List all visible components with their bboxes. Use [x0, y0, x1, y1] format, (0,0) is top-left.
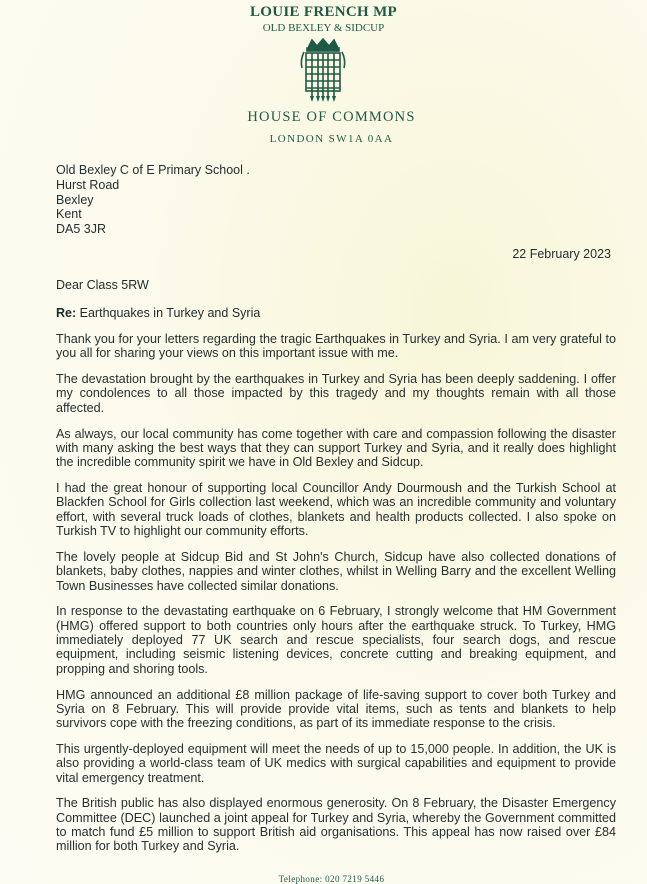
footer-telephone: Telephone: 020 7219 5446	[278, 874, 385, 884]
letter-date: 22 February 2023	[512, 247, 611, 261]
subject-text: Earthquakes in Turkey and Syria	[79, 306, 261, 320]
body-paragraph: The British public has also displayed enormous generosity. On 8 February, the Disaster Emergency Committee (DEC) launched a joint appeal for Turkey and Syria, whereby the Government committed to match fund £5 million to support British aid organisations. This appeal has now raised over £84 million for both Turkey and Syria.	[56, 796, 616, 854]
body-paragraph: In response to the devastating earthquake on 6 February, I strongly welcome that HM Government (HMG) offered support to both countries only hours after the earthquake struck. To Turkey, HMG immediately deployed 77 UK search and rescue specialists, four search dogs, and rescue equipment, including seismic listening devices, concrete cutting and breaking equipment, and propping and shoring tools.	[56, 604, 616, 676]
body-paragraph: This urgently-deployed equipment will meet the needs of up to 15,000 people. In addition, the UK is also providing a world-class team of UK medics with surgical capabilities and equipment to provide vital emergency treatment.	[56, 741, 616, 785]
body-paragraph: HMG announced an additional £8 million package of life-saving support to cover both Turkey and Syria on 8 February. This will provide provide vital items, such as tents and blankets to help survivors cope with the freezing conditions, as part of its immediate response to the crisis.	[56, 687, 616, 731]
body-paragraph: As always, our local community has come together with care and compassion following the disaster with many asking the best ways that they can support Turkey and Syria, and it really does highlight the incredible community spirit we have in Old Bexley and Sidcup.	[56, 426, 616, 470]
body-paragraph: The devastation brought by the earthquakes in Turkey and Syria has been deeply saddening. I offer my condolences to all those impacted by this tragedy and my thoughts remain with all those affected.	[56, 372, 616, 415]
portcullis-icon	[298, 38, 348, 104]
subject-line	[56, 306, 260, 320]
constituency: OLD BEXLEY & SIDCUP	[262, 22, 385, 34]
letter-body	[56, 332, 616, 865]
recipient-line: DA5 3JR	[56, 222, 107, 237]
mp-name: LOUIE FRENCH MP	[250, 4, 397, 20]
recipient-line: Bexley	[56, 192, 94, 207]
house-of-commons: HOUSE OF COMMONS	[247, 109, 416, 125]
body-paragraph: I had the great honour of supporting local Councillor Andy Dourmoush and the Turkish School at Blackfen School for Girls collection last weekend, which was an incredible community and voluntary effort, with several truck loads of clothes, blankets and health products collected. I also spoke on Turkish TV to highlight our community efforts.	[56, 481, 616, 539]
recipient-address	[56, 163, 250, 237]
body-paragraph: The lovely people at Sidcup Bid and St John's Church, Sidcup have also collected donations of blankets, baby clothes, nappies and winter clothes, whilst in Welling Barry and the excellent Welling Town Businesses have collected similar donations.	[56, 549, 616, 593]
body-paragraph: Thank you for your letters regarding the tragic Earthquakes in Turkey and Syria. I am very grateful to you all for sharing your views on this important issue with me.	[56, 332, 616, 361]
recipient-line: Hurst Road	[56, 177, 120, 192]
subject-label: Re:	[56, 306, 77, 320]
recipient-line: Old Bexley C of E Primary School .	[56, 163, 250, 177]
salutation: Dear Class 5RW	[56, 278, 149, 292]
recipient-line: Kent	[56, 207, 82, 222]
house-address: LONDON SW1A 0AA	[269, 133, 394, 145]
